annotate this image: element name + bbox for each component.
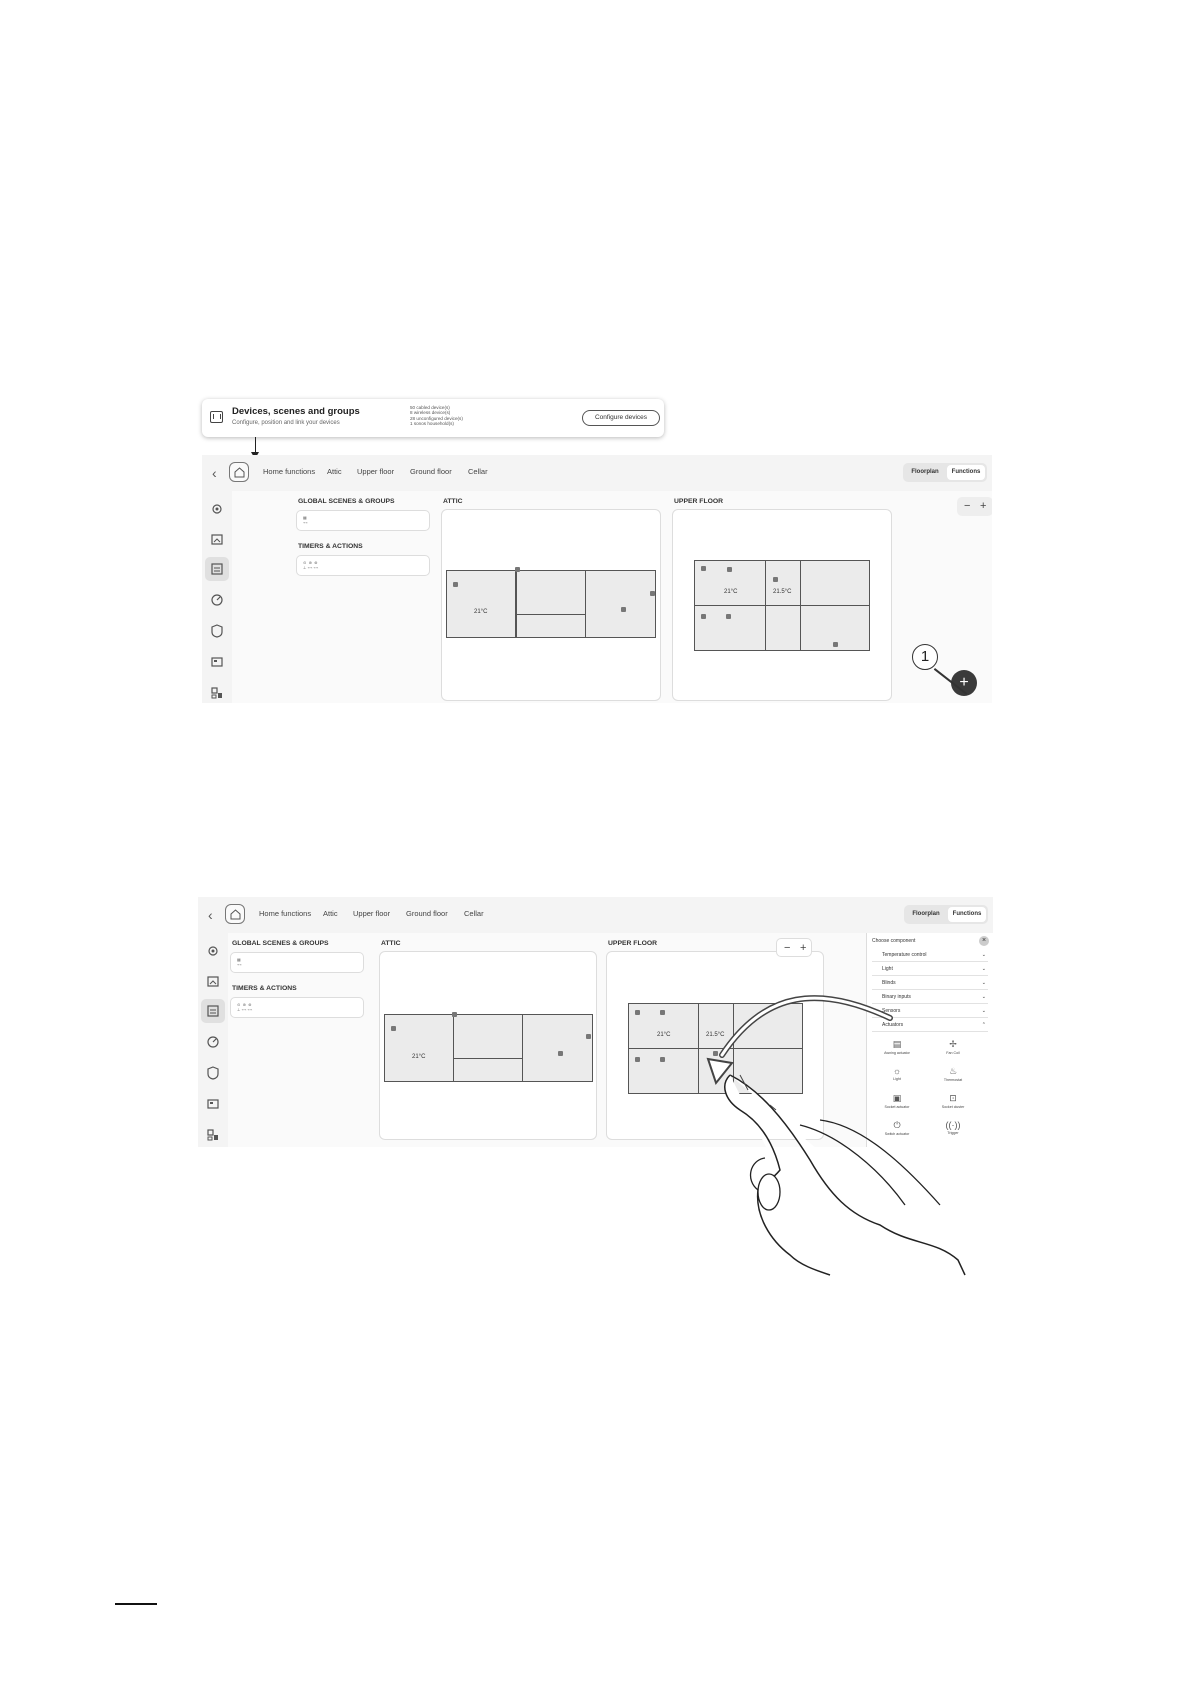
room-temperature: 21.5°C [706, 1032, 725, 1038]
tab-attic[interactable]: Attic [327, 467, 342, 476]
timers-heading: TIMERS & ACTIONS [232, 985, 297, 992]
zoom-in-button[interactable]: + [980, 500, 987, 512]
fan-icon: ✢ [949, 1039, 957, 1049]
actuator-label: Trigger [947, 1131, 959, 1135]
tab-home-functions[interactable]: Home functions [263, 467, 316, 476]
tab-cellar[interactable]: Cellar [464, 909, 484, 918]
zoom-out-button[interactable]: − [964, 500, 971, 512]
actuator-label: Fan Coil [946, 1051, 960, 1055]
category-label: Actuators [882, 1022, 904, 1028]
category-label: Temperature control [882, 952, 927, 958]
drag-arrow-inner [722, 998, 890, 1055]
zoom-out-button[interactable]: − [784, 942, 791, 954]
tab-upper-floor[interactable]: Upper floor [357, 467, 395, 476]
actuator-label: Light [893, 1077, 901, 1081]
tab-ground-floor[interactable]: Ground floor [410, 467, 452, 476]
attic-temperature: 21°C [474, 609, 488, 615]
thermostat-icon: ♨ [948, 1066, 958, 1076]
timers-heading: TIMERS & ACTIONS [298, 543, 363, 550]
count-sonos: 1 sonos household(s) [410, 421, 454, 427]
functions-toggle[interactable]: Functions [948, 907, 986, 922]
attic-title: ATTIC [443, 498, 463, 505]
category-label: Light [882, 966, 893, 972]
footer-rule [115, 1603, 157, 1605]
hand-palm [725, 1075, 830, 1275]
awning-icon: ▤ [892, 1039, 902, 1049]
attic-temperature: 21°C [412, 1054, 426, 1060]
category-label: Binary inputs [882, 994, 911, 1000]
global-scenes-heading: GLOBAL SCENES & GROUPS [298, 498, 395, 505]
add-button[interactable]: + [951, 670, 977, 696]
category-label: Sensors [882, 1008, 901, 1014]
count-cabled: 50 cabled device(s) [410, 405, 450, 410]
functions-toggle[interactable]: Functions [947, 465, 985, 480]
zoom-in-button[interactable]: + [800, 942, 807, 954]
global-scenes-heading: GLOBAL SCENES & GROUPS [232, 940, 329, 947]
actuator-label: Switch actuator [884, 1132, 910, 1136]
power-icon: ⏻ [893, 1120, 901, 1130]
tab-home-functions[interactable]: Home functions [259, 909, 312, 918]
category-label: Blinds [882, 980, 896, 986]
devices-card-title: Devices, scenes and groups [232, 406, 360, 417]
upper-floor-title: UPPER FLOOR [608, 940, 658, 947]
chevron-down-icon: ⌄ [981, 952, 986, 958]
count-wireless: 8 wireless device(s) [410, 410, 451, 416]
room-temperature: 21.5°C [773, 589, 792, 595]
actuator-label: Socket actuator [884, 1105, 910, 1109]
close-chooser-button[interactable]: × [979, 936, 989, 946]
devices-card-subtitle: Configure, position and link your devices [232, 420, 340, 426]
chevron-down-icon: ⌄ [981, 1008, 986, 1014]
back-chevron-icon[interactable]: ‹ [208, 907, 213, 923]
callout-marker: 1 [912, 644, 938, 670]
timer-icons: ⊙ ⊛ ⊛ ⊥ ⌁⌁ ⌁⌁ [303, 560, 319, 570]
tab-cellar[interactable]: Cellar [468, 467, 488, 476]
floorplan-toggle[interactable]: Floorplan [912, 911, 940, 917]
actuator-label: Socket cluster [941, 1105, 965, 1109]
finger-crease [740, 1075, 776, 1110]
chooser-title: Choose component [872, 938, 916, 944]
chevron-up-icon: ⌃ [981, 1022, 986, 1028]
socket-icon: ▣ [892, 1093, 902, 1103]
tab-upper-floor[interactable]: Upper floor [353, 909, 391, 918]
floorplan-toggle[interactable]: Floorplan [911, 469, 939, 475]
configure-devices-button[interactable]: Configure devices [582, 410, 660, 426]
room-temperature: 21°C [657, 1032, 671, 1038]
actuator-label: Thermostat [943, 1078, 963, 1082]
chevron-down-icon: ⌄ [981, 980, 986, 986]
chevron-down-icon: ⌄ [981, 966, 986, 972]
tab-attic[interactable]: Attic [323, 909, 338, 918]
thumb-nail [758, 1174, 780, 1210]
attic-title: ATTIC [381, 940, 401, 947]
socket-cluster-icon: ⊡ [949, 1093, 957, 1103]
tab-ground-floor[interactable]: Ground floor [406, 909, 448, 918]
timer-icons: ⊙ ⊛ ⊛ ⊥ ⌁⌁ ⌁⌁ [237, 1002, 253, 1012]
back-chevron-icon[interactable]: ‹ [212, 465, 217, 481]
bulb-icon: ☼ [892, 1066, 902, 1076]
count-unconfigured: 28 unconfigured device(s) [410, 415, 463, 421]
chevron-down-icon: ⌄ [981, 994, 986, 1000]
scene-icon: ▦ ⌁⌁ [303, 515, 308, 525]
room-temperature: 21°C [724, 589, 738, 595]
upper-floor-title: UPPER FLOOR [674, 498, 724, 505]
scene-icon: ▦ ⌁⌁ [237, 957, 242, 967]
actuator-label: Awning actuator [884, 1051, 910, 1055]
trigger-icon: ((·)) [945, 1120, 961, 1130]
